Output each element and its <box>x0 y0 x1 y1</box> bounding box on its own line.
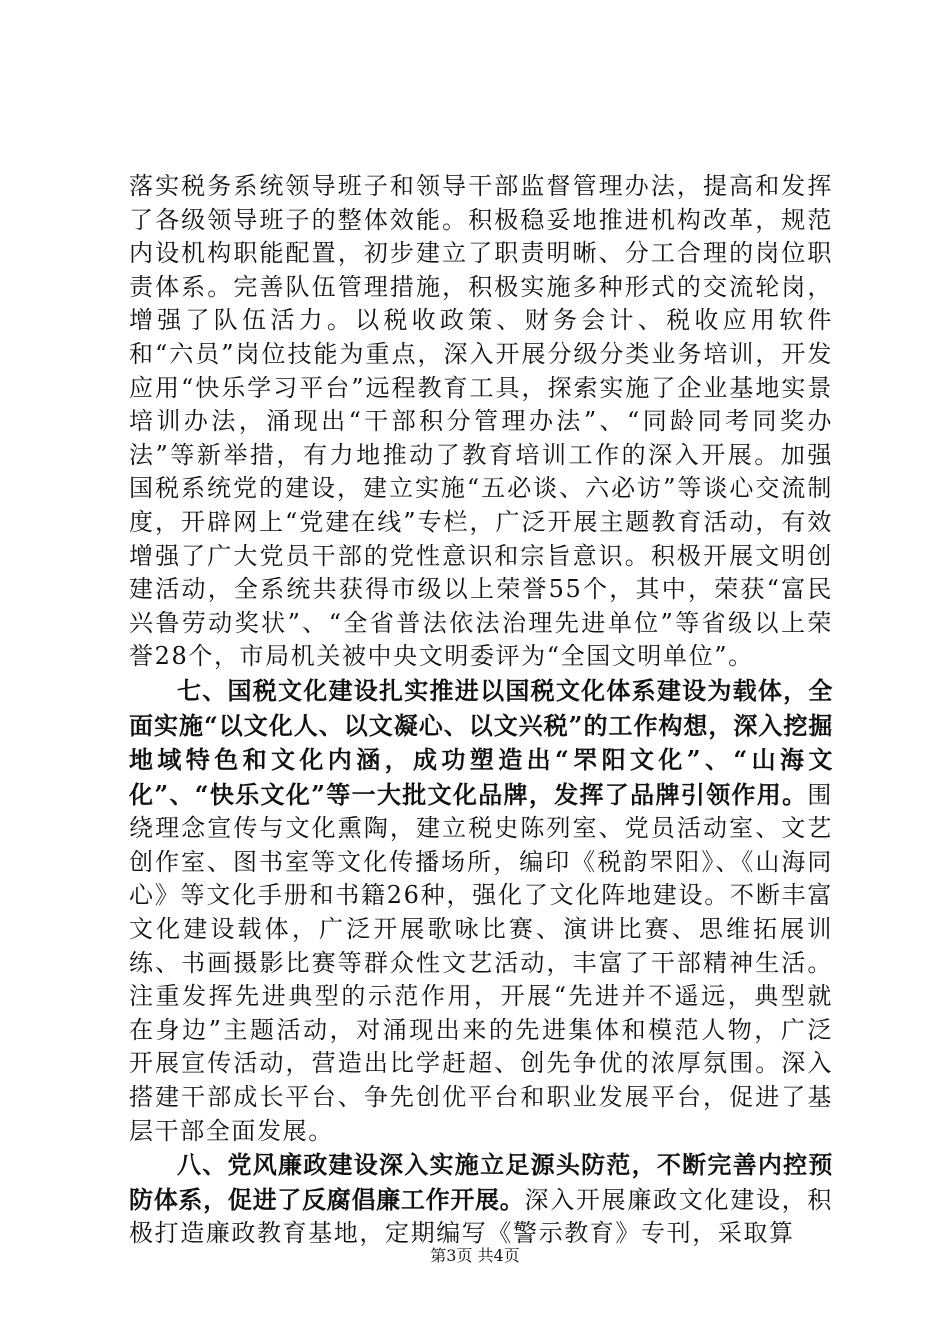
section-8-heading: 八、党风廉政建设深入实施立足源头防范，不断完善内控预防体系，促进了反腐倡廉工作开展。 <box>129 1150 833 1214</box>
section-8-body: 深入开展廉政文化建设，积极打造廉政教育基地，定期编写《警示教育》专刊，采取算 <box>129 1185 833 1248</box>
paragraph-section-8 <box>129 1148 833 1251</box>
paragraph-section-7 <box>129 674 833 1148</box>
page-footer <box>0 1243 950 1266</box>
page-number: 第3页 共4页 <box>430 1246 520 1265</box>
paragraph-text: 落实税务系统领导班子和领导干部监督管理办法，提高和发挥了各级领导班子的整体效能。积极稳妥地推进机构改革，规范内设机构职能配置，初步建立了职责明晰、分工合理的岗位职责体系。完善队伍管理措施，积极实施多种形式的交流轮岗，增强了队伍活力。以税收政策、财务会计、税收应用软件和“六员”岗位技能为重点，深入开展分级分类业务培训，开发应用“快乐学习平台”远程教育工具，探索实施了企业基地实景培训办法，涌现出“干部积分管理办法”、“同龄同考同奖办法”等新举措，有力地推动了教育培训工作的深入开展。加强国税系统党的建设，建立实施“五必谈、六必访”等谈心交流制度，开辟网上“党建在线”专栏，广泛开展主题教育活动，有效增强了广大党员干部的党性意识和宗旨意识。积极开展文明创建活动，全系统共获得市级以上荣誉55个，其中，荣获“富民兴鲁劳动奖状”、“全省普法依法治理先进单位”等省级以上荣誉28个，市局机关被中央文明委评为“全国文明单位”。 <box>129 172 833 671</box>
document-body <box>129 170 833 1251</box>
section-7-heading: 七、国税文化建设扎实推进以国税文化体系建设为载体，全面实施“以文化人、以文凝心、以文兴税”的工作构想，深入挖掘地域特色和文化内涵，成功塑造出“罘阳文化”、“山海文化”、“快乐文化”等一大批文化品牌，发挥了品牌引领作用。 <box>129 675 833 809</box>
section-7-body: 围绕理念宣传与文化熏陶，建立税史陈列室、党员活动室、文艺创作室、图书室等文化传播场所，编印《税韵罘阳》、《山海同心》等文化手册和书籍26种，强化了文化阵地建设。不断丰富文化建设载体，广泛开展歌咏比赛、演讲比赛、思维拓展训练、书画摄影比赛等群众性文艺活动，丰富了干部精神生活。注重发挥先进典型的示范作用，开展“先进并不遥远，典型就在身边”主题活动，对涌现出来的先进集体和模范人物，广泛开展宣传活动，营造出比学赶超、创先争优的浓厚氛围。深入搭建干部成长平台、争先创优平台和职业发展平台，促进了基层干部全面发展。 <box>129 780 833 1145</box>
paragraph-continuation <box>129 170 833 674</box>
